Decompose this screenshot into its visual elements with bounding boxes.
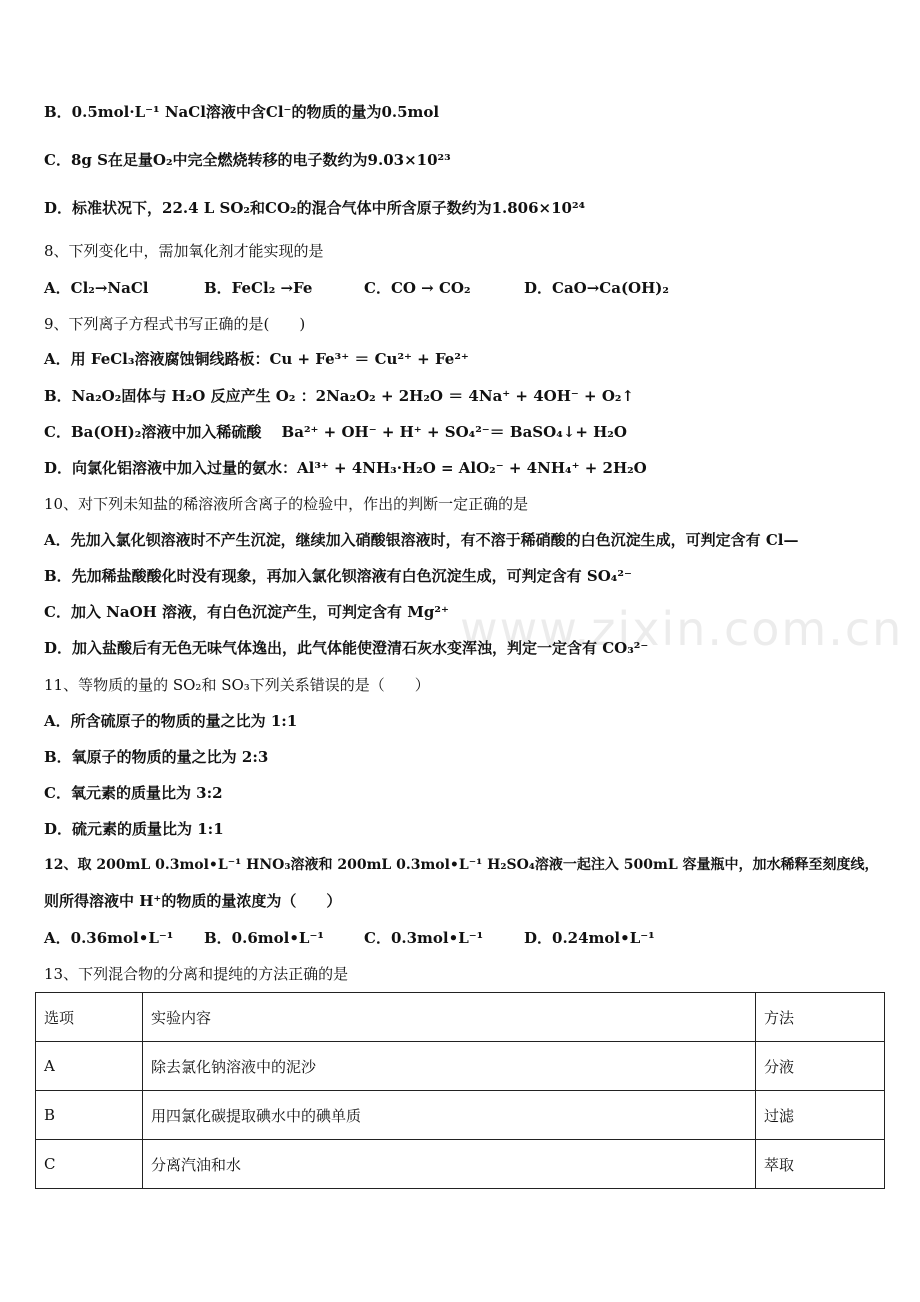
- q13-stem: 13、下列混合物的分离和提纯的方法正确的是: [44, 965, 349, 983]
- q11-stem: 11、等物质的量的 SO₂和 SO₃下列关系错误的是（ ）: [44, 676, 430, 694]
- q12-option-d: D．0.24mol•L⁻¹: [524, 929, 655, 947]
- q8-options: [44, 278, 880, 298]
- q9-option-a: A．用 FeCl₃溶液腐蚀铜线路板：Cu + Fe³⁺ ＝ Cu²⁺ + Fe²⁺: [44, 350, 469, 368]
- table-cell: C: [36, 1140, 143, 1189]
- table-cell: B: [36, 1091, 143, 1140]
- q11-option-c: C．氧元素的质量比为 3:2: [44, 784, 223, 802]
- q9-option-c: C．Ba(OH)₂溶液中加入稀硫酸 Ba²⁺ + OH⁻ + H⁺ + SO₄²⁻＝ BaSO₄↓+ H₂O: [44, 423, 627, 441]
- q8-option-a: A．Cl₂→NaCl: [44, 279, 149, 297]
- table-cell: 过滤: [756, 1091, 885, 1140]
- q7-option-d: D．标准状况下，22.4 L SO₂和CO₂的混合气体中所含原子数约为1.806×10²⁴: [44, 199, 586, 217]
- table-cell: 除去氯化钠溶液中的泥沙: [143, 1042, 756, 1091]
- q10-option-a: A．先加入氯化钡溶液时不产生沉淀，继续加入硝酸银溶液时，有不溶于稀硝酸的白色沉淀生成，可判定含有 Cl—: [44, 531, 799, 549]
- header-cell-option: 选项: [36, 993, 143, 1042]
- q12-stem-line1: 12、取 200mL 0.3mol•L⁻¹ HNO₃溶液和 200mL 0.3mol•L⁻¹ H₂SO₄溶液一起注入 500mL 容量瓶中，加水稀释至刻度线，: [44, 857, 879, 873]
- table-cell: 萃取: [756, 1140, 885, 1189]
- q10-option-d: D．加入盐酸后有无色无味气体逸出，此气体能使澄清石灰水变浑浊，判定一定含有 CO₃²⁻: [44, 639, 649, 657]
- q12-options: [44, 928, 880, 948]
- q8-stem: 8、下列变化中，需加氧化剂才能实现的是: [44, 242, 324, 260]
- q11-option-d: D．硫元素的质量比为 1:1: [44, 820, 224, 838]
- table-cell: 分离汽油和水: [143, 1140, 756, 1189]
- q12-option-a: A．0.36mol•L⁻¹: [44, 929, 174, 947]
- q10-option-c: C．加入 NaOH 溶液，有白色沉淀产生，可判定含有 Mg²⁺: [44, 603, 449, 621]
- q7-option-b: B．0.5mol·L⁻¹ NaCl溶液中含Cl⁻的物质的量为0.5mol: [44, 103, 440, 121]
- q9-stem: 9、下列离子方程式书写正确的是( ): [44, 315, 306, 333]
- q7-option-c: C．8g S在足量O₂中完全燃烧转移的电子数约为9.03×10²³: [44, 151, 451, 169]
- q12-stem-line2: 则所得溶液中 H⁺的物质的量浓度为（ ）: [44, 892, 342, 910]
- table-cell: 分液: [756, 1042, 885, 1091]
- header-cell-content: 实验内容: [143, 993, 756, 1042]
- q11-option-b: B．氧原子的物质的量之比为 2:3: [44, 748, 269, 766]
- q10-option-b: B．先加稀盐酸酸化时没有现象，再加入氯化钡溶液有白色沉淀生成，可判定含有 SO₄²⁻: [44, 567, 632, 585]
- table-row: [36, 1042, 885, 1091]
- table-cell: A: [36, 1042, 143, 1091]
- q9-option-d: D．向氯化铝溶液中加入过量的氨水：Al³⁺ + 4NH₃·H₂O = AlO₂⁻ + 4NH₄⁺ + 2H₂O: [44, 459, 647, 477]
- table-row: [36, 1091, 885, 1140]
- table-header-row: [36, 993, 885, 1042]
- table-cell: 用四氯化碳提取碘水中的碘单质: [143, 1091, 756, 1140]
- q11-option-a: A．所含硫原子的物质的量之比为 1:1: [44, 712, 298, 730]
- q13-table: [35, 992, 885, 1189]
- watermark: www.zixin.com.cn: [460, 602, 904, 656]
- q12-option-c: C．0.3mol•L⁻¹: [364, 929, 484, 947]
- q9-option-b: B．Na₂O₂固体与 H₂O 反应产生 O₂ ：2Na₂O₂ + 2H₂O ＝ 4Na⁺ + 4OH⁻ + O₂↑: [44, 387, 635, 405]
- header-cell-method: 方法: [756, 993, 885, 1042]
- q12-option-b: B．0.6mol•L⁻¹: [204, 929, 324, 947]
- table-row: [36, 1140, 885, 1189]
- q8-option-c: C．CO → CO₂: [364, 279, 471, 297]
- q8-option-d: D．CaO→Ca(OH)₂: [524, 279, 669, 297]
- q8-option-b: B．FeCl₂ →Fe: [204, 279, 313, 297]
- q10-stem: 10、对下列未知盐的稀溶液所含离子的检验中，作出的判断一定正确的是: [44, 495, 529, 513]
